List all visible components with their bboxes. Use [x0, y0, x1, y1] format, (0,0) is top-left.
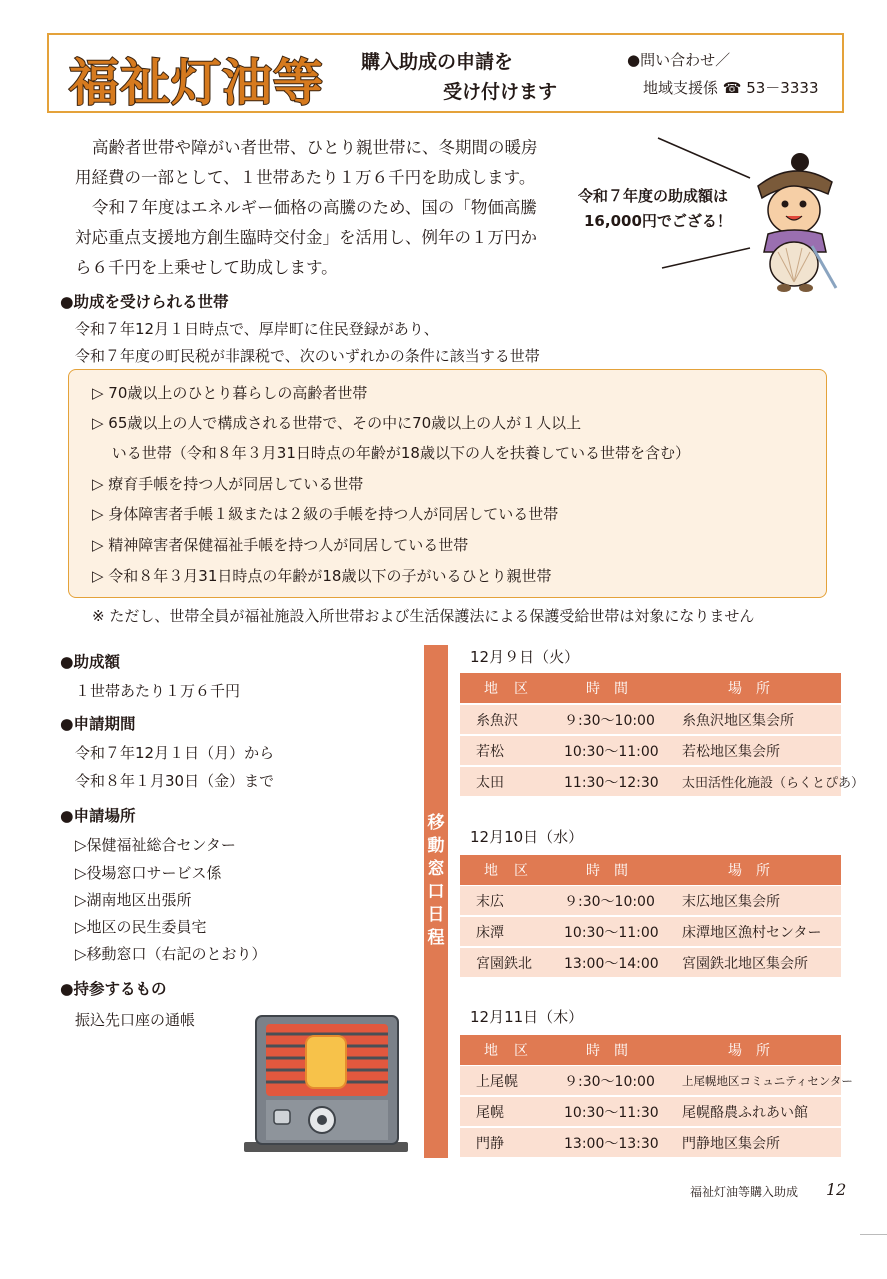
bubble-text-line1: 令和７年度の助成額は	[578, 187, 729, 205]
header-place: 場所	[728, 863, 784, 879]
eligibility-heading: ●助成を受けられる世帯	[60, 293, 229, 311]
condition-item-continued: いる世帯（令和８年３月31日時点の年齢が18歳以下の人を扶養している世帯を含む）	[92, 444, 690, 462]
place-item: ▷役場窓口サービス係	[75, 864, 222, 882]
condition-item: ▷ 70歳以上のひとり暮らしの高齢者世帯	[92, 384, 368, 402]
header-time: 時間	[586, 1043, 642, 1059]
district-cell: 門静	[476, 1135, 504, 1152]
place-item: ▷保健福祉総合センター	[75, 836, 236, 854]
eligibility-desc-line2: 令和７年度の町民税が非課税で、次のいずれかの条件に該当する世帯	[75, 347, 540, 365]
intro-line5: ら６千円を上乗せして助成します。	[75, 258, 338, 277]
schedule-table-header	[460, 673, 841, 703]
header-place: 場所	[728, 1043, 784, 1059]
district-cell: 床潭	[476, 924, 504, 941]
amount-value: １世帯あたり１万６千円	[75, 682, 241, 700]
kerosene-heater-illustration	[244, 1014, 408, 1154]
place-heading: ●申請場所	[60, 807, 136, 825]
place-cell: 末広地区集会所	[682, 893, 780, 910]
intro-line1: 高齢者世帯や障がい者世帯、ひとり親世帯に、冬期間の暖房	[92, 138, 538, 157]
place-item: ▷湖南地区出張所	[75, 891, 192, 909]
time-cell: 13:00～14:00	[564, 955, 659, 972]
table-row	[460, 767, 865, 796]
district-cell: 末広	[476, 893, 504, 910]
condition-item: ▷ 精神障害者保健福祉手帳を持つ人が同居している世帯	[92, 536, 469, 554]
condition-item: ▷ 65歳以上の人で構成される世帯で、その中に70歳以上の人が１人以上	[92, 414, 582, 432]
place-cell: 門静地区集会所	[682, 1135, 780, 1152]
place-cell: 太田活性化施設（らくとぴあ）	[682, 776, 865, 791]
place-cell: 宮園鉄北地区集会所	[682, 955, 808, 972]
place-cell: 糸魚沢地区集会所	[682, 712, 794, 729]
district-cell: 太田	[476, 774, 504, 791]
bring-heading: ●持参するもの	[60, 980, 167, 998]
bring-item: 振込先口座の通帳	[75, 1011, 196, 1029]
place-item: ▷地区の民生委員宅	[75, 918, 207, 936]
time-cell: 10:30～11:00	[564, 743, 659, 760]
footer-section-name: 福祉灯油等購入助成	[690, 1185, 799, 1199]
period-heading: ●申請期間	[60, 715, 136, 733]
time-cell: 10:30～11:00	[564, 924, 659, 941]
district-cell: 若松	[476, 743, 504, 760]
district-cell: 尾幌	[476, 1104, 504, 1121]
intro-line3: 令和７年度はエネルギー価格の高騰のため、国の「物価高騰	[92, 198, 537, 217]
time-cell: ９:30～10:00	[564, 1073, 655, 1090]
schedule-table-header	[460, 855, 841, 885]
subtitle-line1: 購入助成の申請を	[361, 51, 514, 73]
schedule-date: 12月11日（木）	[470, 1008, 584, 1026]
page-number: 12	[826, 1180, 847, 1199]
amount-heading: ●助成額	[60, 653, 121, 671]
time-cell: ９:30～10:00	[564, 712, 655, 729]
time-cell: 13:00～13:30	[564, 1135, 659, 1152]
header-district: 地区	[484, 1043, 544, 1059]
table-row	[460, 886, 841, 915]
schedule-date: 12月９日（火）	[470, 648, 580, 666]
header-time: 時間	[586, 681, 642, 697]
time-cell: 11:30～12:30	[564, 774, 659, 791]
place-item: ▷移動窓口（右記のとおり）	[75, 945, 267, 963]
district-cell: 糸魚沢	[476, 712, 518, 729]
contact-phone: 地域支援係 ☎ 53－3333	[643, 79, 819, 97]
period-start: 令和７年12月１日（月）から	[75, 744, 275, 762]
eligibility-desc-line1: 令和７年12月１日時点で、厚岸町に住民登録があり、	[75, 320, 439, 338]
condition-item: ▷ 令和８年３月31日時点の年齢が18歳以下の子がいるひとり親世帯	[92, 567, 552, 585]
intro-line4: 対応重点支援地方創生臨時交付金」を活用し、例年の１万円か	[75, 228, 537, 247]
condition-item: ▷ 身体障害者手帳１級または２級の手帳を持つ人が同居している世帯	[92, 505, 559, 523]
header-place: 場所	[728, 681, 784, 697]
schedule-table-header	[460, 1035, 841, 1065]
table-row	[460, 917, 841, 946]
place-cell: 床潭地区漁村センター	[682, 924, 822, 941]
contact-label: ●問い合わせ／	[627, 51, 731, 69]
period-end: 令和８年１月30日（金）まで	[75, 772, 275, 790]
table-row	[460, 948, 841, 977]
mascot-illustration	[748, 148, 840, 294]
bubble-text-line2: 16,000円でござる！	[584, 212, 732, 230]
table-row	[460, 1128, 841, 1157]
header-district: 地区	[484, 681, 544, 697]
time-cell: 10:30～11:30	[564, 1104, 659, 1121]
header-time: 時間	[586, 863, 642, 879]
header-district: 地区	[484, 863, 544, 879]
table-row	[460, 1066, 853, 1095]
schedule-date: 12月10日（水）	[470, 828, 584, 846]
page-title: 福祉灯油等	[69, 54, 324, 112]
time-cell: ９:30～10:00	[564, 893, 655, 910]
table-row	[460, 705, 841, 734]
district-cell: 上尾幌	[476, 1073, 518, 1090]
edge-rule	[860, 1234, 887, 1235]
place-cell: 上尾幌地区コミュニティセンター	[682, 1073, 853, 1088]
schedule-vertical-label: 移 動 窓 口 日 程	[427, 813, 445, 948]
district-cell: 宮園鉄北	[476, 955, 532, 972]
place-cell: 若松地区集会所	[682, 743, 780, 760]
table-row	[460, 1097, 841, 1126]
place-cell: 尾幌酪農ふれあい館	[682, 1104, 808, 1121]
table-row	[460, 736, 841, 765]
eligibility-note: ※ ただし、世帯全員が福祉施設入所世帯および生活保護法による保護受給世帯は対象になりません	[92, 607, 755, 625]
header-box	[47, 33, 844, 113]
intro-line2: 用経費の一部として、１世帯あたり１万６千円を助成します。	[75, 168, 536, 187]
subtitle-line2: 受け付けます	[443, 81, 558, 103]
condition-item: ▷ 療育手帳を持つ人が同居している世帯	[92, 475, 364, 493]
